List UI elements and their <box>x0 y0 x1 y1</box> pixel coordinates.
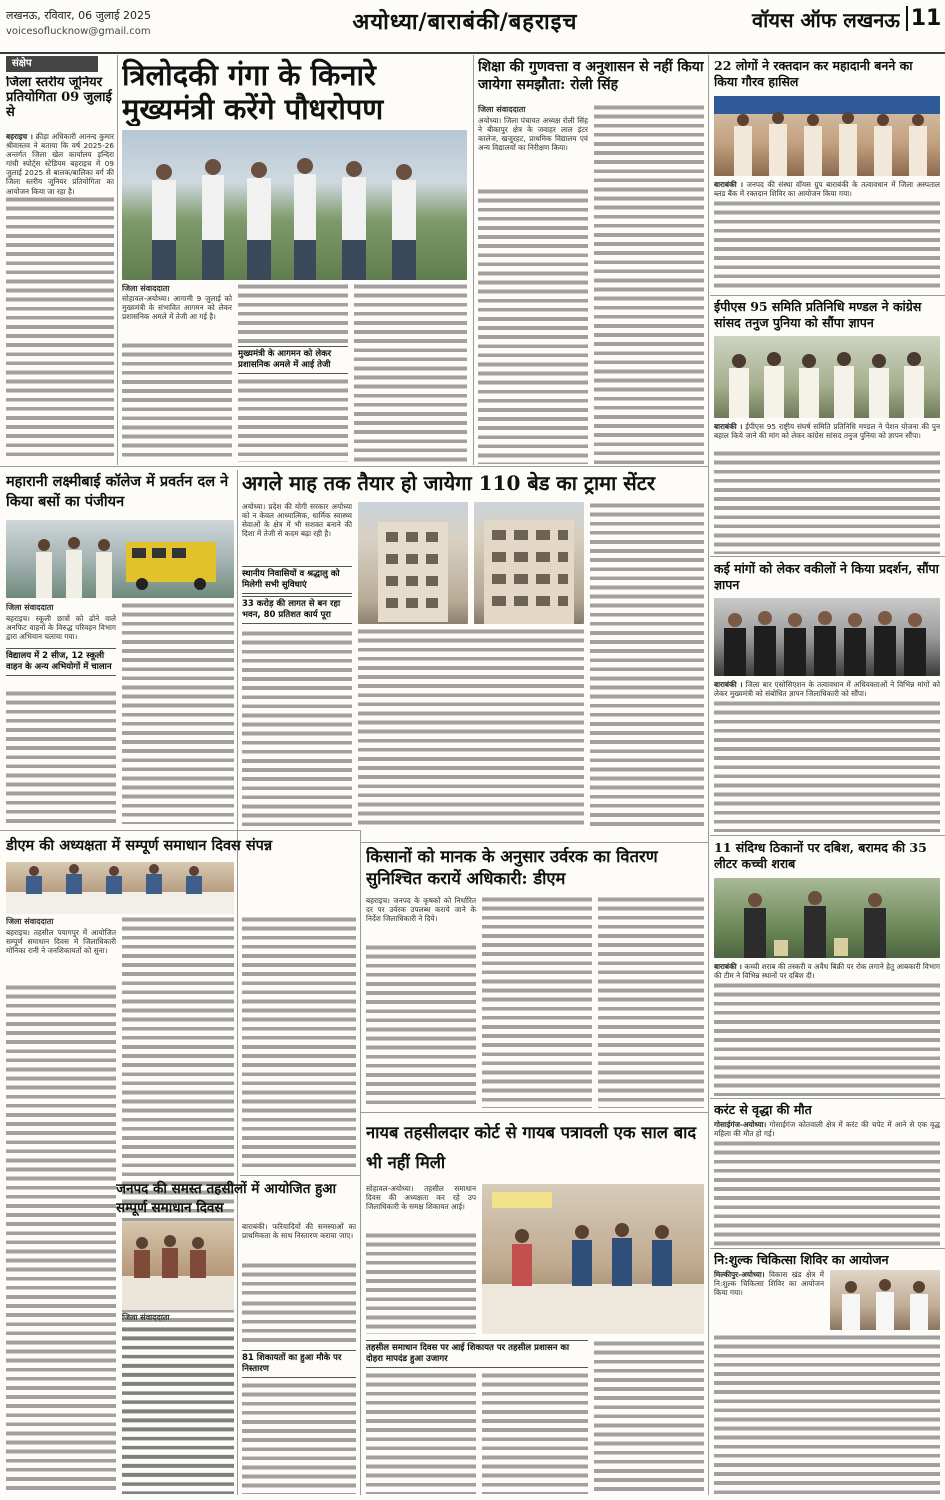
trauma-building-photo-2 <box>474 502 584 624</box>
newspaper-brand: वॉयस ऑफ लखनऊ <box>752 8 900 32</box>
electrocution-body: गोसाईगंज-अयोध्या। गोसाईगंज कोतवाली क्षेत्र में करंट की चपेट में आने से एक वृद्ध महिला की मौत हो गई। <box>714 1120 940 1246</box>
lead-body-col3 <box>354 283 467 462</box>
brief-byline: बहराइच । <box>6 132 33 141</box>
dm-samadhan-headline: डीएम की अध्यक्षता में सम्पूर्ण समाधान दिवस संपन्न <box>6 837 273 854</box>
blood-donation-photo <box>714 96 940 176</box>
missing-file-body-col1b <box>366 1372 476 1494</box>
fertilizer-headline: किसानों को मानक के अनुसार उर्वरक का वितरण सुनिश्चित करायें अधिकारी: डीएम <box>366 847 658 888</box>
education-byline: जिला संवाददाता <box>478 105 526 114</box>
briefs-tag: संक्षेप <box>6 56 98 72</box>
blood-donation-body: बाराबंकी । जनपद की संस्था वॉयस ग्रुप बाराबंकी के तत्वावधान में जिला अस्पताल ब्लड बैंक में रक्तदान शिविर का आयोजन किया गया। <box>714 180 940 292</box>
education-headline: शिक्षा की गुणवत्ता व अनुशासन से नहीं किया जायेगा समझौता: रोली सिंह <box>478 59 704 93</box>
missing-file-body-col3 <box>594 1340 704 1494</box>
eps95-headline: ईपीएस 95 समिति प्रतिनिधि मण्डल ने कांग्रेस सांसद तनुज पुनिया को सौंपा ज्ञापन <box>714 299 922 330</box>
college-headline: महारानी लक्ष्मीबाई कॉलेज में प्रवर्तन दल ने किया बसों का पंजीयन <box>6 473 229 510</box>
missing-file-body-col2 <box>482 1372 588 1494</box>
medical-camp-body-top: मिल्कीपुर-अयोध्या। विकास खंड क्षेत्र में नि:शुल्क चिकित्सा शिविर का आयोजन किया गया। <box>714 1270 824 1298</box>
tehsil-samadhan-headline: जनपद की समस्त तहसीलों में आयोजित हुआ सम्पूर्ण समाधान दिवस <box>116 1181 337 1216</box>
trauma-centre-headline: अगले माह तक तैयार हो जायेगा 110 बेड का ट्रामा सेंटर <box>242 471 656 495</box>
blood-donation-headline: 22 लोगों ने रक्तदान कर महादानी बनने का किया गौरव हासिल <box>714 58 913 89</box>
brief-text: क्रीड़ा अधिकारी आनन्द कुमार श्रीवास्तव ने बताया कि वर्ष 2025-26 अन्तर्गत जिला खेल कार्यालय इन्दिरा गांधी स्पोर्ट्स स्टेडियम बहराइच में 09 जुलाई 2025 से बालक/बालिका वर्ग की जिला स्तरीय जूनियर प्रतियोगिता का आयोजन किया जा रहा है। <box>6 132 114 196</box>
tehsil-samadhan-body-col2b <box>242 1300 356 1346</box>
liquor-raid-headline: 11 संदिग्ध ठिकानों पर दबिश, बरामद की 35 लीटर कच्ची शराब <box>714 840 927 871</box>
trauma-callout-facilities: स्थानीय निवासियों व श्रद्धालु को मिलेगी सभी सुविधाएं <box>242 566 352 594</box>
electrocution-headline: करंट से वृद्धा की मौत <box>714 1102 812 1117</box>
liquor-raid-photo <box>714 878 940 958</box>
college-body-col1a: बहराइच। स्कूली छात्रों को ढोने वाले अनफिट वाहनों के विरुद्ध परिवहन विभाग द्वारा अभियान चलाया गया। <box>6 614 116 642</box>
tehsil-samadhan-body-col2c <box>242 1382 356 1494</box>
liquor-raid-body: बाराबंकी । कच्ची शराब की तस्करी व अवैध बिक्री पर रोक लगाने हेतु आबकारी विभाग की टीम ने विभिन्न स्थानों पर दबिश दी। <box>714 962 940 1096</box>
lead-photo-officials-riverbank <box>122 130 467 280</box>
trauma-body-col3 <box>590 502 704 826</box>
tehsil-samadhan-photo <box>122 1222 234 1310</box>
lawyers-protest-body: बाराबंकी । जिला बार एसोसिएशन के तत्वावधान में अधिवक्ताओं ने विभिन्न मांगों को लेकर मुख्यमंत्री को संबोधित ज्ञापन जिलाधिकारी को सौंपा। <box>714 680 940 832</box>
lead-callout: मुख्यमंत्री के आगमन को लेकर प्रशासनिक अमले में आई तेजी <box>238 346 348 374</box>
section-title: अयोध्या/बाराबंकी/बहराइच <box>352 9 578 35</box>
lead-headline: त्रिलोदकी गंगा के किनारे मुख्यमंत्री करेंगे पौधरोपण <box>122 58 384 126</box>
college-body-col1b <box>6 690 116 824</box>
medical-camp-body <box>714 1334 940 1494</box>
masthead <box>0 0 945 54</box>
fertilizer-body-col3 <box>598 896 704 1108</box>
missing-file-body-col1: सोहावल-अयोध्या। तहसील समाधान दिवस की अध्यक्षता कर रहे उप जिलाधिकारी के समक्ष शिकायत आई। <box>366 1184 476 1334</box>
education-body-col2 <box>594 104 704 464</box>
college-buses-photo <box>6 520 234 598</box>
trauma-body-col1b <box>242 630 352 826</box>
lawyers-protest-headline: कई मांगों को लेकर वकीलों ने किया प्रदर्शन, सौंपा ज्ञापन <box>714 561 939 592</box>
trauma-callout-cost: 33 करोड़ की लागत से बन रहा भवन, 80 प्रतिशत कार्य पूरा <box>242 596 352 624</box>
college-callout: विद्यालय में 2 सीज, 12 स्कूली वाहन के अन्य अभियोगों में चालान <box>6 648 116 676</box>
college-byline: जिला संवाददाता <box>6 603 54 612</box>
tehsil-samadhan-callout: 81 शिकायतों का हुआ मौके पर निस्तारण <box>242 1350 356 1378</box>
eps95-memorandum-photo <box>714 336 940 418</box>
page-number: 11 <box>906 6 944 31</box>
lead-byline: जिला संवाददाता <box>122 284 170 293</box>
lawyers-protest-photo <box>714 598 940 676</box>
medical-camp-headline: नि:शुल्क चिकित्सा शिविर का आयोजन <box>714 1252 889 1267</box>
tehsil-samadhan-byline: जिला संवाददाता <box>122 1313 170 1322</box>
lead-body-col2a <box>238 283 348 343</box>
trauma-body-col1a: अयोध्या। प्रदेश की योगी सरकार अयोध्या को न केवल आध्यात्मिक, धार्मिक स्वास्थ्य सेवाओं के क्षेत्र में भी सशक्त बनाने की दिशा में तेजी से कदम बढ़ा रही है। <box>242 502 352 539</box>
fertilizer-body-col1: बहराइच। जनपद के कृषकों को निर्धारित दर पर उर्वरक उपलब्ध कराये जाने के निर्देश जिलाधिकारी ने दिये। <box>366 896 476 1108</box>
missing-file-callout: तहसील समाधान दिवस पर आई शिकायत पर तहसील प्रशासन का दोहरा मापदंड हुआ उजागर <box>366 1340 588 1368</box>
medical-camp-photo <box>830 1270 940 1330</box>
tehsil-samadhan-body-col1 <box>122 1326 234 1494</box>
dm-samadhan-byline: जिला संवाददाता <box>6 917 54 926</box>
education-body-col1: अयोध्या। जिला पंचायत अध्यक्ष रोली सिंह ने बीकापुर क्षेत्र के जवाहर लाल इंटर कालेज, खजुरहट, प्राथमिक विद्यालय एवं अन्य विद्यालयों का निरीक्षण किया। <box>478 116 588 464</box>
lead-body-col2b <box>238 378 348 462</box>
trauma-body-col2 <box>358 628 584 826</box>
fertilizer-body-col2 <box>482 896 592 1108</box>
brief-body <box>6 132 114 460</box>
college-body-col2 <box>122 602 234 824</box>
dm-samadhan-body-col3 <box>242 916 356 1172</box>
eps95-body: बाराबंकी । ईपीएस 95 राष्ट्रीय संघर्ष समिति प्रतिनिधि मण्डल ने पेंशन योजना की पुन बहाल किये जाने की मांग को लेकर कांग्रेस सांसद तनुज पुनिया को ज्ञापन सौंपा। <box>714 422 940 554</box>
edition-date: लखनऊ, रविवार, 06 जुलाई 2025 <box>6 9 151 22</box>
samadhan-diwas-photo <box>482 1184 704 1334</box>
brief-headline: जिला स्तरीय जूनियर प्रतियोगिता 09 जुलाई से <box>6 76 112 120</box>
dm-samadhan-body-col1: बहराइच। तहसील पयागपुर में आयोजित सम्पूर्ण समाधान दिवस में जिलाधिकारी मोनिका रानी ने जनशिकायतों को सुना। <box>6 928 116 1494</box>
lead-body-col1: सोहावल-अयोध्या। आगामी 9 जुलाई को मुख्यमंत्री के संभावित आगमन को लेकर प्रशासनिक अमले में तेजी आ गई है। <box>122 294 232 462</box>
missing-file-headline: नायब तहसीलदार कोर्ट से गायब पत्रावली एक साल बाद भी नहीं मिली <box>366 1123 697 1172</box>
trauma-building-photo <box>358 502 468 624</box>
contact-email: voicesoflucknow@gmail.com <box>6 26 151 37</box>
tehsil-samadhan-body-col2a: बाराबंकी। फरियादियों की समस्याओं का प्राथमिकता के साथ निस्तारण कराया जाए। <box>242 1222 356 1298</box>
dm-samadhan-photo <box>6 862 234 914</box>
